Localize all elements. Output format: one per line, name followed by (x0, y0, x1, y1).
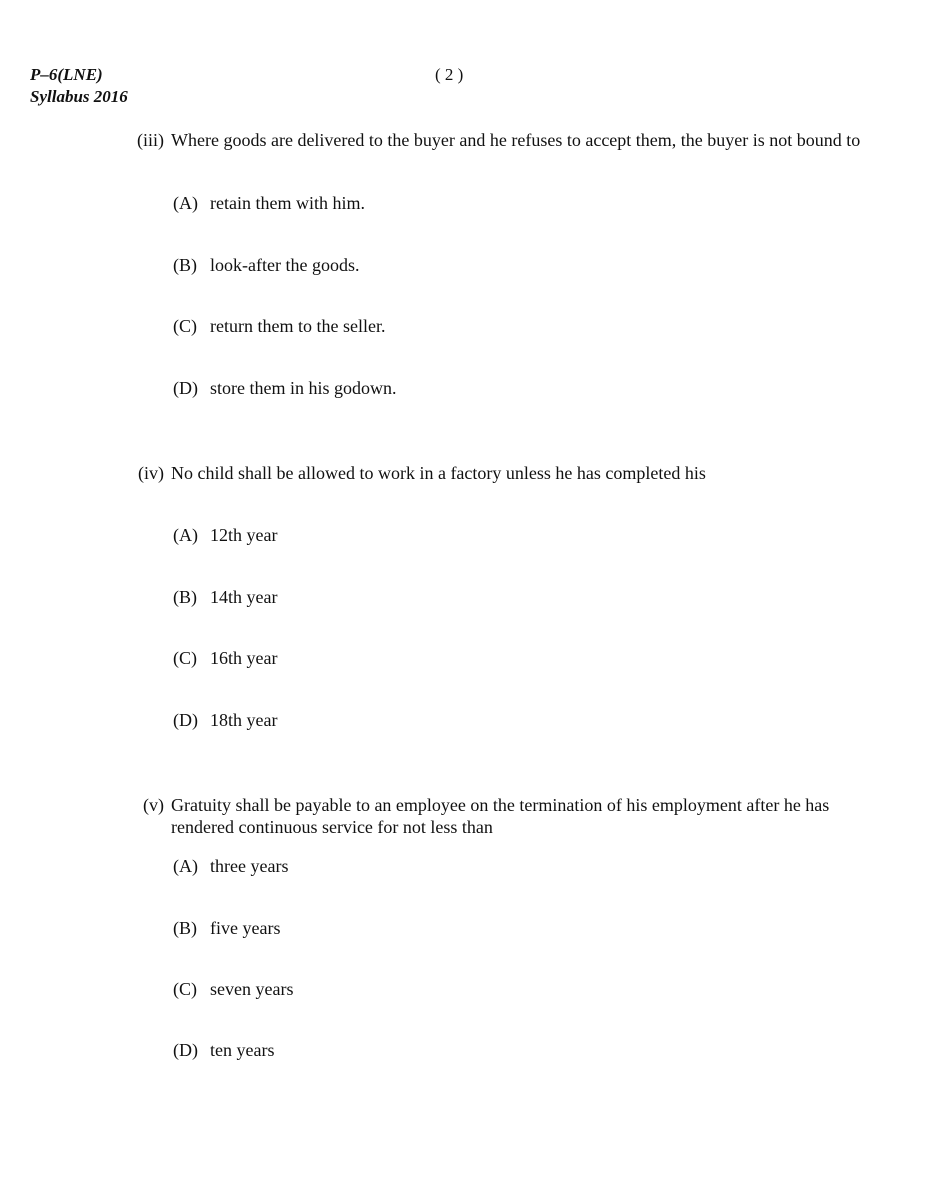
paper-header (30, 64, 128, 108)
question-number: (iii) (137, 130, 164, 150)
option-label: (A) (173, 193, 198, 213)
option-label: (B) (173, 255, 197, 275)
option-d (173, 1039, 274, 1061)
option-text: seven years (210, 979, 294, 999)
option-c (173, 978, 293, 1000)
option-text: retain them with him. (210, 193, 365, 213)
option-text: return them to the seller. (210, 316, 386, 336)
option-label: (A) (173, 525, 198, 545)
option-text: three years (210, 856, 289, 876)
option-a (173, 192, 365, 214)
option-label: (A) (173, 856, 198, 876)
option-text: 14th year (210, 587, 278, 607)
option-d (173, 377, 397, 399)
question-number: (v) (143, 795, 164, 815)
syllabus-label: Syllabus 2016 (30, 87, 128, 106)
option-text: ten years (210, 1040, 275, 1060)
option-b (173, 254, 359, 276)
option-label: (B) (173, 587, 197, 607)
option-label: (D) (173, 378, 198, 398)
option-b (173, 917, 280, 939)
option-text: 16th year (210, 648, 278, 668)
question-text: No child shall be allowed to work in a factory unless he has completed his (171, 463, 706, 483)
option-text: five years (210, 918, 281, 938)
page-number: ( 2 ) (435, 65, 464, 84)
option-label: (C) (173, 316, 197, 336)
question-number: (iv) (138, 463, 164, 483)
option-a (173, 855, 288, 877)
option-label: (D) (173, 1040, 198, 1060)
option-c (173, 647, 277, 669)
option-b (173, 586, 277, 608)
option-label: (C) (173, 648, 197, 668)
question-text: Where goods are delivered to the buyer and he refuses to accept them, the buyer is not bound to (171, 130, 861, 150)
option-label: (C) (173, 979, 197, 999)
option-d (173, 709, 277, 731)
option-a (173, 524, 277, 546)
option-text: look-after the goods. (210, 255, 360, 275)
paper-code: P–6(LNE) (30, 65, 103, 84)
option-label: (D) (173, 710, 198, 730)
option-text: 12th year (210, 525, 278, 545)
question-text: Gratuity shall be payable to an employee on the termination of his employment after he has rendered continuous service for not less than (171, 795, 830, 837)
option-label: (B) (173, 918, 197, 938)
option-text: store them in his godown. (210, 378, 397, 398)
option-c (173, 315, 385, 337)
option-text: 18th year (210, 710, 278, 730)
